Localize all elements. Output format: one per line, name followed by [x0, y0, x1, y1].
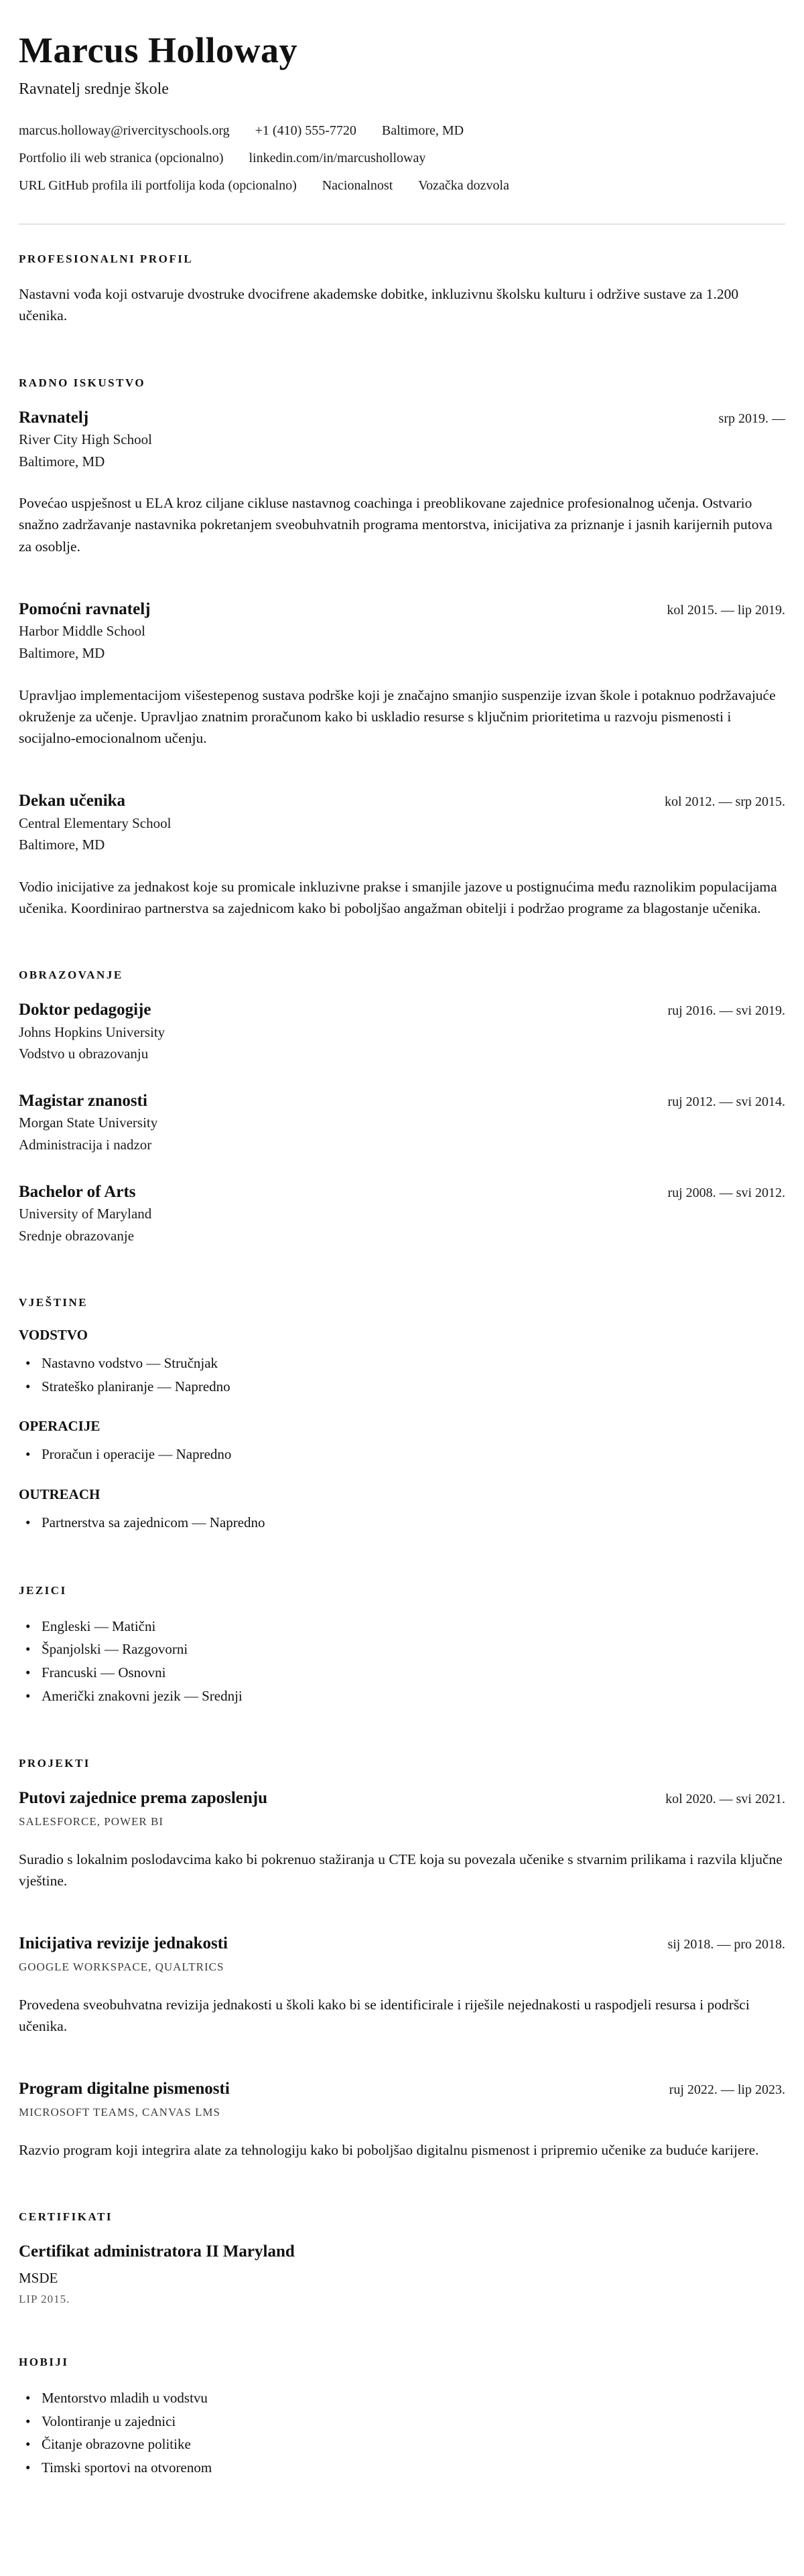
job-dates: srp 2019. — — [718, 411, 785, 426]
job-location: Baltimore, MD — [19, 453, 105, 470]
project-tools: GOOGLE WORKSPACE, QUALTRICS — [19, 1960, 224, 1973]
degree-title: Doktor pedagogije — [19, 1001, 151, 1019]
education-entry-head — [19, 1090, 785, 1113]
project-entry-head — [19, 1788, 785, 1810]
job-dates: kol 2015. — lip 2019. — [667, 602, 785, 618]
resume-header — [19, 29, 785, 200]
job-location: Baltimore, MD — [19, 837, 105, 853]
skill-item: • Strateško planiranje — Napredno — [25, 1375, 785, 1399]
project-entry — [19, 2078, 785, 2161]
languages-list — [19, 1615, 785, 1708]
contact-item-github: URL GitHub profila ili portfolija koda (opcionalno) — [19, 178, 297, 194]
project-dates: sij 2018. — pro 2018. — [667, 1937, 785, 1952]
contact-item-phone: +1 (410) 555-7720 — [255, 123, 356, 139]
company-name: River City High School — [19, 431, 152, 448]
project-title: Program digitalne pismenosti — [19, 2080, 230, 2098]
hobbies-list — [19, 2386, 785, 2480]
job-title: Ravnatelj — [19, 408, 89, 427]
education-dates: ruj 2008. — svi 2012. — [667, 1185, 785, 1200]
certificate-entry — [19, 2241, 785, 2306]
contact-item-nationality: Nacionalnost — [322, 178, 393, 194]
skill-item: • Proračun i operacije — Napredno — [25, 1443, 785, 1466]
contact-row — [19, 172, 785, 200]
contact-item-email: marcus.holloway@rivercityschools.org — [19, 123, 230, 139]
section-skills — [19, 1296, 785, 1534]
certificate-title: Certifikat administratora II Maryland — [19, 2242, 295, 2261]
section-certificates — [19, 2210, 785, 2306]
language-item: • Engleski — Matični — [25, 1615, 785, 1638]
project-description: Provedena sveobuhvatna revizija jednakosti u školi kako bi se identificirale i riješile nejednakosti u raspodjeli resursa i podršci učenika. — [19, 1996, 750, 2035]
experience-entry — [19, 790, 785, 919]
job-description: Upravljao implementacijom višestepenog sustava podrške koji je značajno smanjio suspenzije izvan škole i potaknuo podržavajuće okruženje za učenje. Upravljao znatnim proračunom kako bi uskladio resurse s ključnim prioritetima u razvoju pismenosti i socijalno-emocionalnom učenju. — [19, 687, 776, 747]
contact-item-linkedin: linkedin.com/in/marcusholloway — [249, 151, 426, 166]
skills-group — [19, 1327, 785, 1398]
job-description: Vodio inicijative za jednakost koje su promicale inkluzivne prakse i smanjile jazove u postignućima među raznolikim populacijama učenika. Koordinirao partnerstva sa zajednicom kako bi poboljšao angažman obitelji i podržao programe za blagostanje učenika. — [19, 878, 777, 917]
education-entry — [19, 1182, 785, 1247]
hobby-item: • Čitanje obrazovne politike — [25, 2433, 785, 2456]
education-entry-head — [19, 1182, 785, 1204]
language-item: • Španjolski — Razgovorni — [25, 1638, 785, 1661]
certificate-issuer: MSDE — [19, 2269, 58, 2286]
person-title: Ravnatelj srednje škole — [19, 80, 169, 98]
job-dates: kol 2012. — srp 2015. — [665, 794, 785, 810]
degree-title: Bachelor of Arts — [19, 1182, 136, 1201]
project-description: Razvio program koji integrira alate za tehnologiju kako bi poboljšao digitalnu pismenost i pripremio učenike za buduće karijere. — [19, 2141, 759, 2158]
field-of-study: Srednje obrazovanje — [19, 1227, 135, 1244]
contact-item-portfolio: Portfolio ili web stranica (opcionalno) — [19, 151, 224, 166]
project-tools: SALESFORCE, POWER BI — [19, 1814, 163, 1828]
skills-group — [19, 1418, 785, 1466]
contact-item-driving-license: Vozačka dozvola — [418, 178, 509, 194]
experience-entry-head — [19, 790, 785, 812]
section-experience — [19, 376, 785, 920]
skills-group-name: VODSTVO — [19, 1327, 88, 1344]
experience-entry — [19, 599, 785, 749]
project-dates: ruj 2022. — lip 2023. — [669, 2082, 785, 2098]
degree-title: Magistar znanosti — [19, 1091, 147, 1110]
education-entry — [19, 1090, 785, 1156]
contact-row — [19, 145, 785, 172]
contact-row — [19, 117, 785, 145]
project-title: Putovi zajednice prema zaposlenju — [19, 1789, 268, 1808]
job-description: Povećao uspješnost u ELA kroz ciljane cikluse nastavnog coachinga i preoblikovane zajednice profesionalnog učenja. Ostvario snažno zadržavanje nastavnika pokretanjem sveobuhvatnih programa mentorstva, inicijativa za priznanje i jasnih karijernih putova za osoblje. — [19, 495, 773, 555]
job-title: Pomoćni ravnatelj — [19, 599, 151, 618]
skills-group-name: OPERACIJE — [19, 1418, 100, 1435]
section-label: VJEŠTINE — [19, 1296, 88, 1309]
language-item: • Francuski — Osnovni — [25, 1661, 785, 1685]
skill-item: • Nastavno vodstvo — Stručnjak — [25, 1352, 785, 1375]
skills-list — [19, 1443, 785, 1466]
hobby-item: • Timski sportovi na otvorenom — [25, 2456, 785, 2480]
skills-list — [19, 1511, 785, 1534]
job-location: Baltimore, MD — [19, 644, 105, 661]
certificate-date: LIP 2015. — [19, 2293, 70, 2306]
contact-block — [19, 117, 785, 200]
contact-item-location: Baltimore, MD — [381, 123, 464, 139]
section-hobbies — [19, 2356, 785, 2480]
education-entry — [19, 999, 785, 1065]
education-entry-head — [19, 999, 785, 1021]
education-dates: ruj 2016. — svi 2019. — [667, 1003, 785, 1019]
section-label: JEZICI — [19, 1583, 67, 1597]
project-entry-head — [19, 1933, 785, 1955]
section-education — [19, 969, 785, 1246]
company-name: Harbor Middle School — [19, 623, 145, 640]
project-description: Suradio s lokalnim poslodavcima kako bi pokrenuo stažiranja u CTE koja su povezala učenike s stvarnim prilikama i razvila ključne vještine. — [19, 1851, 783, 1889]
section-label: OBRAZOVANJE — [19, 969, 123, 982]
section-languages — [19, 1584, 785, 1708]
section-label: RADNO ISKUSTVO — [19, 376, 146, 389]
section-label: HOBIJI — [19, 2356, 69, 2369]
section-label: PROFESIONALNI PROFIL — [19, 253, 194, 266]
experience-entry — [19, 407, 785, 557]
skills-group-name: OUTREACH — [19, 1486, 100, 1503]
section-label: CERTIFIKATI — [19, 2210, 113, 2224]
hobby-item: • Volontiranje u zajednici — [25, 2410, 785, 2433]
project-entry — [19, 1933, 785, 2037]
experience-entry-head — [19, 599, 785, 621]
job-title: Dekan učenika — [19, 792, 126, 810]
project-entry-head — [19, 2078, 785, 2100]
project-title: Inicijativa revizije jednakosti — [19, 1934, 228, 1953]
experience-entry-head — [19, 407, 785, 429]
field-of-study: Administracija i nadzor — [19, 1137, 152, 1153]
skills-list — [19, 1352, 785, 1398]
project-dates: kol 2020. — svi 2021. — [665, 1792, 785, 1807]
skill-item: • Partnerstva sa zajednicom — Napredno — [25, 1511, 785, 1534]
skills-group — [19, 1486, 785, 1534]
field-of-study: Vodstvo u obrazovanju — [19, 1046, 149, 1062]
section-projects — [19, 1757, 785, 2161]
school-name: Johns Hopkins University — [19, 1023, 165, 1040]
project-tools: MICROSOFT TEAMS, CANVAS LMS — [19, 2105, 220, 2119]
project-entry — [19, 1788, 785, 1891]
section-label: PROJEKTI — [19, 1757, 90, 1770]
language-item: • Američki znakovni jezik — Srednji — [25, 1685, 785, 1708]
company-name: Central Elementary School — [19, 814, 172, 831]
section-profile — [19, 253, 785, 327]
hobby-item: • Mentorstvo mladih u vodstvu — [25, 2386, 785, 2410]
school-name: University of Maryland — [19, 1206, 152, 1222]
person-name: Marcus Holloway — [19, 30, 297, 70]
profile-summary: Nastavni vođa koji ostvaruje dvostruke dvocifrene akademske dobitke, inkluzivnu školsku kulturu i održive sustave za 1.200 učenika. — [19, 286, 739, 324]
education-dates: ruj 2012. — svi 2014. — [667, 1094, 785, 1109]
school-name: Morgan State University — [19, 1115, 158, 1131]
